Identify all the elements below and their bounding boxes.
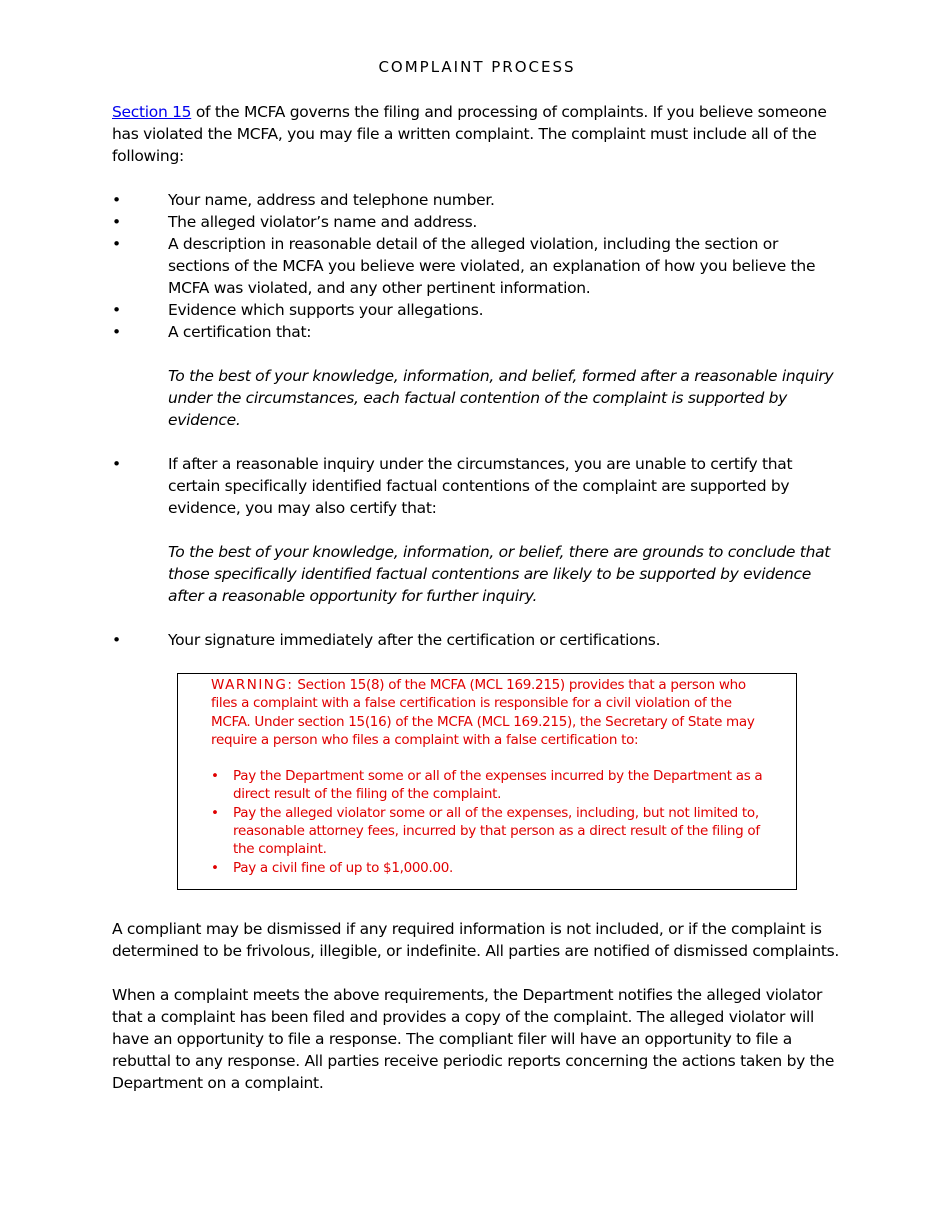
list-item [112, 233, 842, 299]
bullet: • [211, 859, 219, 876]
requirements-list [112, 189, 842, 343]
bullet: • [112, 631, 121, 649]
requirement-text: If after a reasonable inquiry under the circumstances, you are unable to certify that certain specifically identified factual contentions of the complaint are supported by evidence, you may also certify that: [168, 455, 793, 517]
requirement-text: Evidence which supports your allegations. [168, 301, 484, 319]
bullet: • [211, 768, 219, 785]
section-15-link[interactable]: Section 15 [112, 103, 192, 121]
intro-text-1: of the MCFA governs the filing and processing of complaints. If you believe someone has violated the MCFA, you may file a written complaint. The complaint [112, 103, 827, 143]
bullet: • [112, 455, 121, 473]
process-paragraph: When a complaint meets the above requirements, the Department notifies the alleged violator that a complaint has been filed and provides a copy of the complaint. The alleged violator will have an opportunity to file a response. The compliant filer will have an opportunity to file a rebuttal to any response. All parties receive periodic reports concerning the actions taken by the Department on a complaint. [112, 985, 835, 1092]
warning-text: Section 15(8) of the MCFA (MCL 169.215) provides that a person who files a complaint with a false certification is responsible for a civil violation of the MCFA. Under section 15(16) of the MCFA (MCL 169.215), the Secretary of State may require a person who files a complaint with a false certification to: [211, 677, 755, 748]
bullet: • [112, 213, 121, 231]
list-item [211, 804, 766, 859]
bullet: • [211, 804, 219, 821]
requirement-text: A certification that: [168, 323, 312, 341]
list-item [211, 767, 766, 804]
intro-must: must [650, 125, 688, 143]
warning-box [177, 673, 797, 890]
penalty-text: Pay the alleged violator some or all of the expenses, including, but not limited to, reasonable attorney fees, incurred by that person as a direct result of the filing of the complaint. [233, 804, 760, 858]
certification-statement-1: To the best of your knowledge, information, and belief, formed after a reasonable inquiry under the circumstances, each factual contention of the complaint is supported by evidence. [168, 367, 834, 429]
document-page [112, 56, 842, 1094]
list-item [112, 189, 842, 211]
requirement-text: A description in reasonable detail of the alleged violation, including the section or sections of the MCFA you believe were violated, an explanation of how you believe the MCFA was violated, and any other pertinent information. [168, 235, 816, 297]
bullet: • [112, 323, 121, 341]
requirement-text: Your name, address and telephone number. [168, 191, 495, 209]
list-item [112, 299, 842, 321]
warning-paragraph [211, 676, 766, 749]
penalty-text: Pay a civil fine of up to $1,000.00. [233, 859, 454, 876]
bullet: • [112, 235, 121, 253]
list-item [112, 629, 842, 651]
list-item [112, 321, 842, 343]
dismissal-paragraph: A compliant may be dismissed if any required information is not included, or if the complaint is determined to be frivolous, illegible, or indefinite. All parties are notified of dismissed complaints. [112, 919, 840, 960]
certification-statement-2: To the best of your knowledge, information, or belief, there are grounds to conclude that those specifically identified factual contentions are likely to be supported by evidence after a reasonable opportunity for further inquiry. [168, 543, 831, 605]
requirement-text: The alleged violator’s name and address. [168, 213, 477, 231]
page-title: COMPLAINT PROCESS [378, 58, 576, 76]
bullet: • [112, 191, 121, 209]
requirements-list-final [112, 629, 842, 651]
requirement-text: Your signature immediately after the certification or certifications. [168, 631, 661, 649]
penalty-text: Pay the Department some or all of the expenses incurred by the Department as a direct result of the filing of the complaint. [233, 768, 763, 803]
warning-label: WARNING: [211, 677, 294, 693]
bullet: • [112, 301, 121, 319]
intro-paragraph [112, 101, 842, 167]
penalties-list [211, 767, 766, 877]
list-item [211, 859, 766, 877]
requirements-list-continued [112, 453, 842, 519]
list-item [112, 453, 842, 519]
list-item [112, 211, 842, 233]
intro-text-2: include all of the following: [112, 125, 817, 165]
